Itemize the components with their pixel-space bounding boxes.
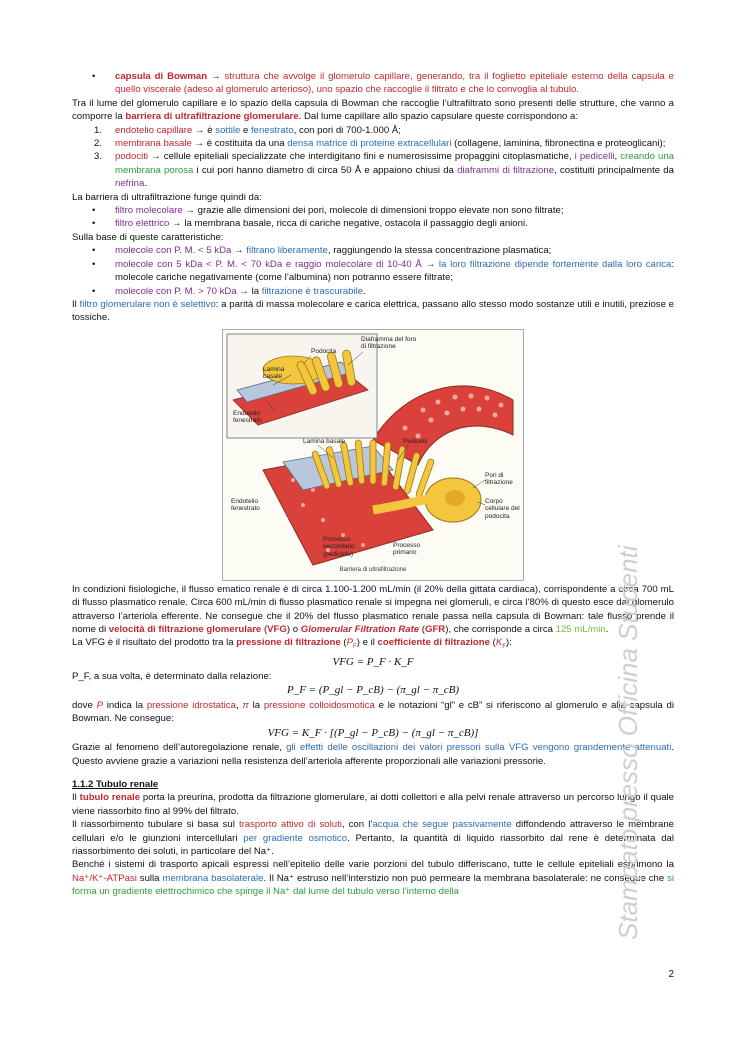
label-pori: Pori di filtrazione <box>485 471 513 487</box>
paragraph: La VFG è il risultato del prodotto tra la pressione di filtrazione $(P_F)$ e il coefficiente di filtrazione $(K_F)$: <box>72 637 512 651</box>
list-item: • molecole con 5 kDa < P. M. < 70 kDa e raggio molecolare di 10-40 Å → la loro filtrazione dipende fortemente dalla loro carica: molecole cariche negativamente (come l’albumina) non potranno essere filtrate; <box>72 258 674 285</box>
list-item: 3. podociti → cellule epiteliali specializzate che interdigitano fini e numerosissime propaggini citoplasmatiche, i pedicelli, creando una membrana porosa i cui pori hanno diametro di circa 50 Å e appaiono chiusi da diaframmi di filtrazione, costituiti principalmente da nefrina. <box>94 151 674 190</box>
page-number: 2 <box>668 969 674 980</box>
list-item: • filtro elettrico → la membrana basale, ricca di cariche negative, ostacola il passaggio degli anioni. <box>72 217 674 230</box>
paragraph: dove P indica la pressione idrostatica, π la pressione colloidosmotica e le notazioni “gl” e cB” si riferiscono al glomerulo e alla capsula di Bowman. Ne consegue: <box>72 699 674 725</box>
paragraph: Grazie al fenomeno dell’autoregolazione renale, gli effetti delle oscillazioni dei valori pressori sulla VFG vengono grandemente attenuati. Questo avviene grazie a variazioni nella resistenza dell’arteriola afferente proporzionali alle variazioni pressorie. <box>72 742 674 767</box>
paragraph: Il riassorbimento tubulare si basa sul trasporto attivo di soluti, con l’acqua che segue passivamente diffondendo attraverso le membrane cellulari e/o le giunzioni intercellulari per gradiente osmotico. Pertanto, la quantità di liquido riassorbito dal rene è determinata dal riassorbimento dei soluti, in particolare del Na⁺. <box>72 819 675 857</box>
list-item: • molecole con P. M. > 70 kDa → la filtrazione è trascurabile. <box>72 285 674 298</box>
paragraph: La barriera di ultrafiltrazione funge quindi da: <box>72 191 262 203</box>
label-diaframma: Diaframma del foro di filtrazione <box>361 335 417 351</box>
functions-list <box>72 204 674 231</box>
label-endotelio: Endotelio fenestrato <box>231 497 260 513</box>
label-corpo: Corpo cellulare del podocita <box>485 497 520 520</box>
paragraph: Tra il lume del glomerulo capillare e lo spazio della capsula di Bowman che raccoglie l’ultrafiltrato sono presenti delle strutture, che vanno a comporre la barriera di ultrafiltrazione glomerulare. Dal lume capillare allo spazio capsulare queste corrispondono a: <box>72 97 674 123</box>
label-proc-sec: Processo secondario (pedicello) <box>323 535 355 558</box>
label-pedicelli: Pedicelli <box>403 437 428 445</box>
paragraph: Il tubulo renale porta la preurina, prodotta da filtrazione glomerulare, ai dotti collettori e alla pelvi renale attraverso un percorso lungo il quale viene riassorbito fino al 99% del filtrato. <box>72 792 675 817</box>
label-podocita: Podocita <box>311 347 337 355</box>
paragraph: Benché i sistemi di trasporto apicali espressi nell’epitelio delle varie porzioni del tubulo differiscano, tutte le cellule epiteliali esprimono la Na⁺/K⁺-ATPasi sulla membrana basolaterale. Il Na⁺ estruso nell’interstizio non può permeare la membrana basolaterale: ne consegue che si forma un gradiente elettrochimico che spinge il Na⁺ dal lume del tubulo verso l’interno della <box>72 859 675 898</box>
label-proc-prim: Processo primario <box>393 541 421 557</box>
layers-list <box>72 124 674 191</box>
label-lamina-basale: Lamina basale <box>303 437 346 445</box>
term: capsula di Bowman <box>115 71 208 82</box>
paragraph: In condizioni fisiologiche, il flusso ematico renale è di circa 1.100-1.200 mL/min (il 20% della gittata cardiaca), corrispondente a circa 700 mL di flusso plasmatico renale. Circa 600 mL/min di flusso plasmatico renale si impegna nei glomeruli, e circa l’80% di questo esce dal glomerulo attraverso l’arteriola efferente. Ne consegue che il 20% del flusso plasmatico renale passa nella capsula di Bowman: tale flusso prende il nome di velocità di filtrazione glomerulare (VFG) o Glomerular Filtration Rate (GFR), che corrisponde a circa 125 mL/min. <box>72 583 674 635</box>
label-endotelio-inset: Endotelio fenestrato <box>233 409 262 425</box>
paragraph: Sulla base di queste caratteristiche: <box>72 231 224 243</box>
chars-list <box>72 244 674 298</box>
equation-vfg: VFG = P_F · K_F <box>332 655 414 668</box>
figure-caption: Barriera di ultrafiltrazione <box>339 567 407 574</box>
list-item: • molecole con P. M. < 5 kDa → filtrano liberamente, raggiungendo la stessa concentrazione plasmatica; <box>72 244 674 257</box>
label-lamina-basale-inset: Lamina basale <box>263 365 285 381</box>
list-item: 1. endotelio capillare → è sottile e fenestrato, con pori di 700-1.000 Å; <box>94 124 401 136</box>
filtration-barrier-figure <box>222 329 524 581</box>
paragraph: Il filtro glomerulare non è selettivo: a parità di massa molecolare e carica elettrica, passano allo stesso modo sostanze utili e inutili, preziose e tossiche. <box>72 298 674 324</box>
paragraph: P_F, a sua volta, è determinato dalla relazione: <box>72 671 272 683</box>
list-item: • filtro molecolare → grazie alle dimensioni dei pori, molecole di dimensioni troppo elevate non sono filtrate; <box>72 204 674 217</box>
bowman-list <box>72 70 674 97</box>
section-title: 1.1.2 Tubulo renale <box>72 778 159 790</box>
page-content <box>72 70 674 899</box>
watermark: Stampato presso Officina Studenti <box>613 545 643 940</box>
equation-vfg-full: VFG = K_F · [(P_gl − P_cB) − (π_gl − π_cB)] <box>267 726 479 739</box>
term-desc: struttura che avvolge il glomerulo capillare, generando, tra il foglietto epiteliale esterno della capsula e quello viscerale (adeso al glomerulo arterioso), uno spazio che raccoglie il filtrato e che lo convoglia al tubulo. <box>115 71 674 96</box>
list-item: • capsula di Bowman → struttura che avvolge il glomerulo capillare, generando, tra il foglietto epiteliale esterno della capsula e quello viscerale (adeso al glomerulo arterioso), uno spazio che raccoglie il filtrato e che lo convoglia al tubulo. <box>72 70 674 97</box>
equation-pf: P_F = (P_gl − P_cB) − (π_gl − π_cB) <box>286 684 460 697</box>
list-item: 2. membrana basale → è costituita da una densa matrice di proteine extracellulari (collagene, laminina, fibronectina e proteoglicani); <box>94 138 666 150</box>
